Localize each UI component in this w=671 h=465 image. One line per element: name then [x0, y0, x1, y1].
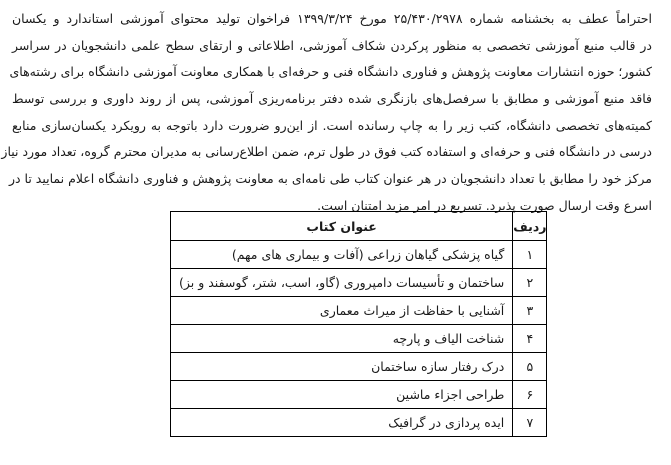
book-title-cell: گیاه پزشکی گیاهان زراعی (آفات و بیماری های مهم)	[171, 241, 513, 269]
table-row	[171, 353, 547, 381]
letter-line-3: کشور؛ حوزه انتشارات معاونت پژوهش و فناوری دانشگاه فنی و حرفه‌ای با همکاری معاونت آموزشی دانشگاه برای رشته‌های	[9, 64, 652, 80]
table-row	[171, 409, 547, 437]
letter-line-5: کمیته‌های تخصصی دانشگاه، کتب زیر را به چاپ رسانده است. از این‌رو ضرورت دارد باتوجه به رویکرد یکسان‌سازی منابع	[12, 117, 652, 133]
letter-line-2: در قالب منبع آموزشی تخصصی به منظور پرکردن شکاف آموزشی، اطلاعاتی و ارتقای سطح علمی دانشجویان در سراسر	[12, 37, 652, 53]
letter-line-8: اسرع وقت ارسال صورت پذیرد. تسریع در امر مزید امتنان است.	[317, 197, 652, 213]
letter-body	[1, 6, 652, 220]
column-header-row-number: ردیف	[513, 212, 547, 241]
row-number-cell: ۷	[513, 409, 547, 437]
book-title-cell: ایده پردازی در گرافیک	[171, 409, 513, 437]
row-number-cell: ۶	[513, 381, 547, 409]
row-number-cell: ۲	[513, 269, 547, 297]
table-row	[171, 325, 547, 353]
letter-line-7: مرکز خود را مطابق با تعداد دانشجویان در هر عنوان کتاب طی نامه‌ای به معاونت پژوهش و فناوری دانشگاه اعلام نمایید تا در	[8, 171, 652, 187]
table-row	[171, 241, 547, 269]
book-title-cell: درک رفتار سازه ساختمان	[171, 353, 513, 381]
letter-line-6: درسی در دانشگاه فنی و حرفه‌ای و استفاده کتب فوق در طول ترم، ضمن اطلاع‌رسانی به مدیران محترم گروه، تعداد مورد نیاز	[1, 144, 652, 160]
row-number-cell: ۱	[513, 241, 547, 269]
table-row	[171, 269, 547, 297]
row-number-cell: ۳	[513, 297, 547, 325]
book-title-cell: ساختمان و تأسیسات دامپروری (گاو، اسب، شتر، گوسفند و بز)	[171, 269, 513, 297]
letter-line-1: احتراماً عطف به بخشنامه شماره ۲۵/۴۳۰/۲۹۷۸ مورخ ۱۳۹۹/۳/۲۴ فراخوان تولید محتوای آموزشی استاندارد و یکسان	[12, 11, 652, 26]
book-title-cell: طراحی اجزاء ماشین	[171, 381, 513, 409]
row-number-cell: ۴	[513, 325, 547, 353]
letter-line-4: فاقد منبع آموزشی و مطابق با سرفصل‌های بازنگری شده دفتر برنامه‌ریزی آموزشی، پس از روند داوری و بررسی توسط	[12, 91, 652, 107]
table-header-row	[171, 212, 547, 241]
book-table	[170, 211, 547, 437]
table-row	[171, 381, 547, 409]
row-number-cell: ۵	[513, 353, 547, 381]
book-title-cell: آشنایی با حفاظت از میراث معماری	[171, 297, 513, 325]
table-row	[171, 297, 547, 325]
book-title-cell: شناخت الیاف و پارچه	[171, 325, 513, 353]
column-header-book-title: عنوان کتاب	[171, 212, 513, 241]
